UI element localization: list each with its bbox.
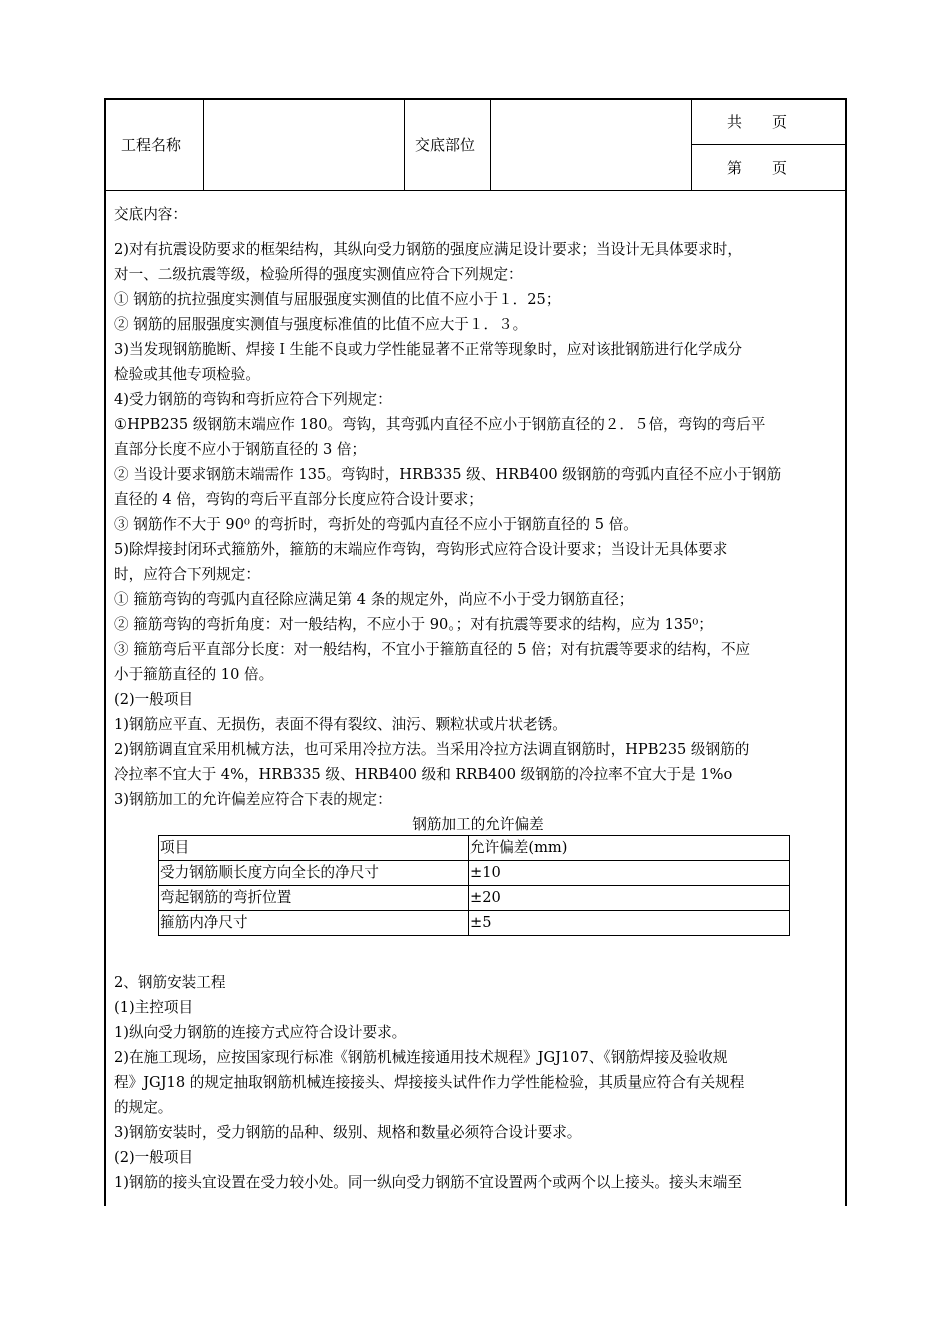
header-grid [104,98,847,191]
location-label: 交底部位 [415,136,476,154]
text-line: 2)钢筋调直宜采用机械方法，也可采用冷拉方法。当采用冷拉方法调直钢筋时，HPB235 级钢筋的 [114,741,750,758]
table-row [159,911,790,936]
table-cell: ±20 [469,886,790,911]
text-line: 3)当发现钢筋脆断、焊接Ｉ生能不良或力学性能显著不正常等现象时，应对该批钢筋进行化学成分 [114,341,742,358]
text-line: 检验或其他专项检验。 [114,366,260,383]
text-line: 的规定。 [114,1099,173,1116]
text-line: (2)一般项目 [114,1149,194,1166]
grid-line [691,144,847,145]
text-line: 直径的 4 倍，弯钩的弯后平直部分长度应符合设计要求； [114,491,483,508]
text-line: ③ 箍筋弯后平直部分长度：对一般结构，不宜小于箍筋直径的 5 倍；对有抗震等要求的结构，不应 [114,641,751,658]
text-line: 小于箍筋直径的 10 倍。 [114,666,274,683]
text-line: 3)钢筋加工的允许偏差应符合下表的规定： [114,791,392,808]
text-line: (1)主控项目 [114,999,194,1016]
table-cell: ±10 [469,861,790,886]
text-line: (2)一般项目 [114,691,194,708]
text-line: 3)钢筋安装时，受力钢筋的品种、级别、规格和数量必须符合设计要求。 [114,1124,582,1141]
text-line: ② 钢筋的屈服强度实测值与强度标准值的比值不应大于１．３。 [114,316,528,333]
grid-line [203,98,204,190]
text-line: 2)对有抗震设防要求的框架结构，其纵向受力钢筋的强度应满足设计要求；当设计无具体要求时， [114,241,742,258]
text-line: ① 箍筋弯钩的弯弧内直径除应满足第 4 条的规定外，尚应不小于受力钢筋直径； [114,591,634,608]
text-line: ①HPB235 级钢筋末端应作 180。弯钩，其弯弧内直径不应小于钢筋直径的２．５倍，弯钩的弯后平 [114,416,766,433]
section-heading: 2、钢筋安装工程 [114,974,226,991]
text-line: 直部分长度不应小于钢筋直径的 3 倍； [114,441,367,458]
text-line: 1)钢筋的接头宜设置在受力较小处。同一纵向受力钢筋不宜设置两个或两个以上接头。接头末端至 [114,1174,742,1191]
total-pages-label: 共 页 [727,113,788,131]
text-line: 4)受力钢筋的弯钩和弯折应符合下列规定： [114,391,392,408]
table-cell: 箍筋内净尺寸 [159,911,469,936]
table-header-cell: 项目 [159,836,469,861]
page-number-label: 第 页 [727,159,788,177]
table-cell: 受力钢筋顺长度方向全长的净尺寸 [159,861,469,886]
table-row [159,861,790,886]
grid-line [104,190,847,191]
text-line: 冷拉率不宜大于 4%，HRB335 级、HRB400 级和 RRB400 级钢筋的冷拉率不宜大于是 1%o [114,766,733,783]
table-cell: ±5 [469,911,790,936]
text-line: ② 当设计要求钢筋末端需作 135。弯钩时，HRB335 级、HRB400 级钢筋的弯弧内直径不应小于钢筋 [114,466,782,483]
table-row [159,836,790,861]
project-name-label: 工程名称 [121,136,182,154]
table-caption: 钢筋加工的允许偏差 [412,816,544,833]
text-line: ② 箍筋弯钩的弯折角度：对一般结构，不应小于 90。；对有抗震等要求的结构，应为 135⁰； [114,616,713,633]
text-line: 程》JGJ18 的规定抽取钢筋机械连接接头、焊接接头试件作力学性能检验，其质量应符合有关规程 [114,1074,745,1091]
text-line: 对一、二级抗震等级，检验所得的强度实测值应符合下列规定： [114,266,523,283]
text-line: ① 钢筋的抗拉强度实测值与屈服强度实测值的比值不应小于１．25； [114,291,561,308]
text-line: ③ 钢筋作不大于 90⁰ 的弯折时，弯折处的弯弧内直径不应小于钢筋直径的 5 倍。 [114,516,638,533]
deviation-table [158,835,790,936]
grid-line [490,98,491,190]
text-line: 时，应符合下列规定： [114,566,260,583]
grid-line [404,98,405,190]
text-line: 1)钢筋应平直、无损伤，表面不得有裂纹、油污、颗粒状或片状老锈。 [114,716,567,733]
table-cell: 弯起钢筋的弯折位置 [159,886,469,911]
text-line: 2)在施工现场，应按国家现行标准《钢筋机械连接通用技术规程》JGJ107、《钢筋焊接及验收规 [114,1049,728,1066]
text-line: 1)纵向受力钢筋的连接方式应符合设计要求。 [114,1024,407,1041]
text-line: 5)除焊接封闭环式箍筋外，箍筋的末端应作弯钩，弯钩形式应符合设计要求；当设计无具体要求 [114,541,728,558]
table-header-cell: 允许偏差(mm) [469,836,790,861]
table-row [159,886,790,911]
content-title: 交底内容： [114,206,187,223]
